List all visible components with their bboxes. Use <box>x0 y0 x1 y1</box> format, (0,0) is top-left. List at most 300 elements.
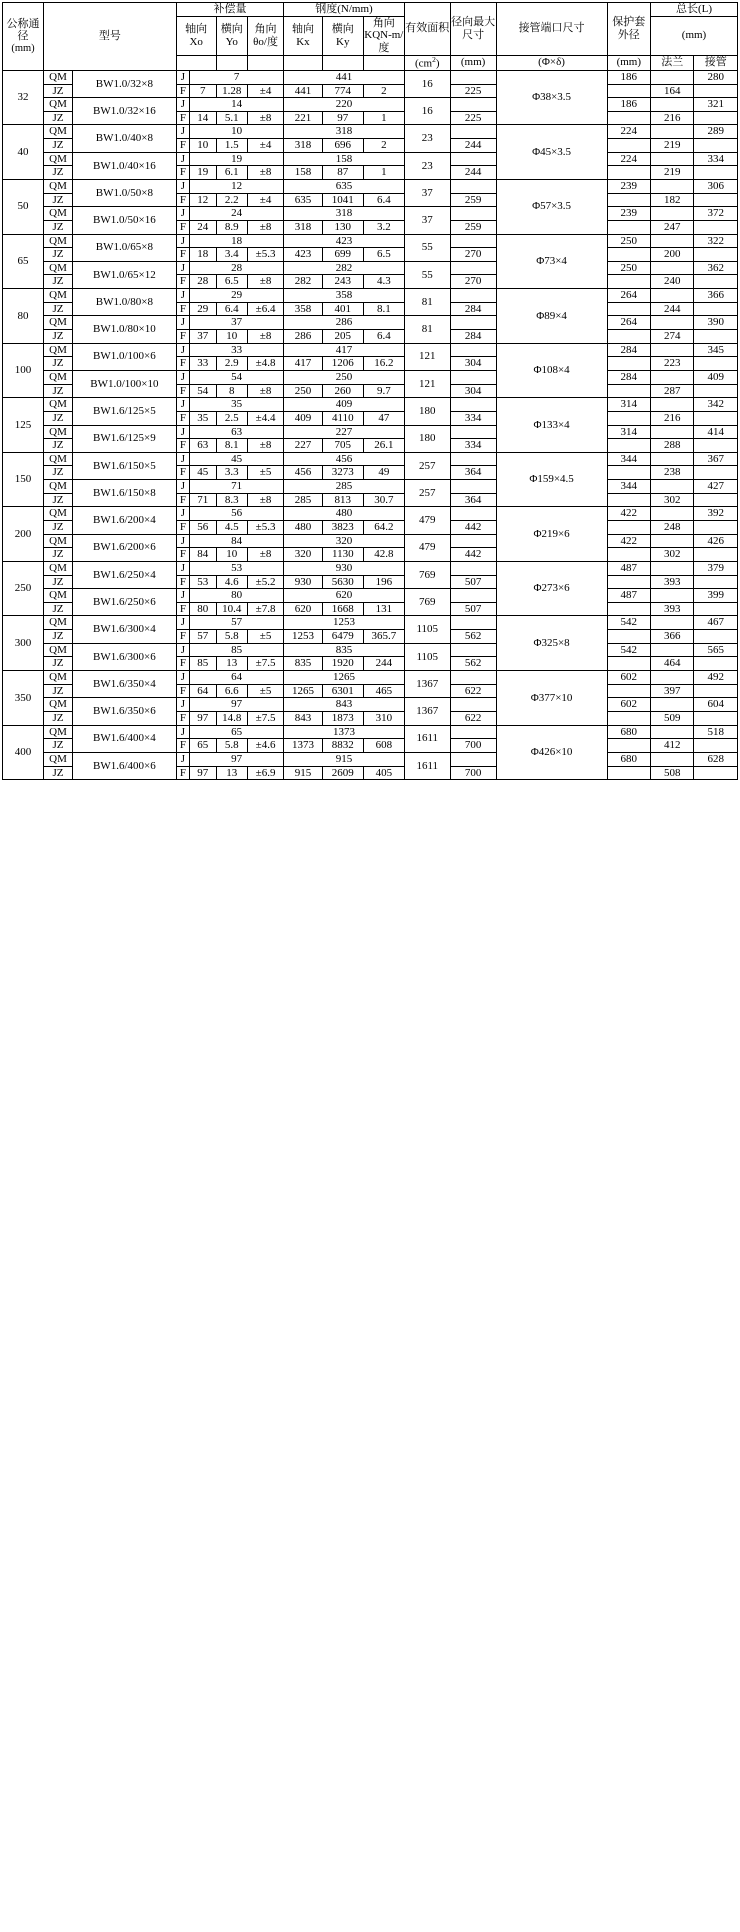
maxdia-cell: 622 <box>450 684 496 698</box>
variant-qm: QM <box>44 452 73 466</box>
pipe-cell: 334 <box>694 152 738 166</box>
pipe-blank <box>694 766 738 780</box>
row-marker-j: J <box>176 589 189 603</box>
row-marker-j: J <box>176 125 189 139</box>
model-cell: BW1.6/150×5 <box>72 452 176 479</box>
header-maxdia <box>450 3 496 56</box>
sleeve-blank <box>607 84 650 98</box>
header-sleeve-label: 保护套外径 <box>612 16 646 41</box>
variant-qm: QM <box>44 316 73 330</box>
comp-axial-jz: 71 <box>190 493 217 507</box>
maxdia-blank <box>450 125 496 139</box>
variant-jz: JZ <box>44 220 73 234</box>
flange-cell: 287 <box>651 384 694 398</box>
stiff-angular-jz: 49 <box>363 466 404 480</box>
comp-axial-jz: 54 <box>190 384 217 398</box>
row-marker-j: J <box>176 452 189 466</box>
variant-jz: JZ <box>44 466 73 480</box>
dn-cell: 125 <box>3 398 44 453</box>
stiff-lateral-jz: 4110 <box>322 411 363 425</box>
sleeve-blank <box>607 711 650 725</box>
maxdia-blank <box>450 534 496 548</box>
row-marker-j: J <box>176 207 189 221</box>
flange-blank <box>651 589 694 603</box>
comp-lateral-jz: 2.2 <box>216 193 247 207</box>
header-comp-axial-sym: Xo <box>189 35 203 48</box>
header-comp-lateral-sym: Yo <box>225 35 238 48</box>
comp-axial-jz: 80 <box>190 602 217 616</box>
sleeve-cell: 344 <box>607 452 650 466</box>
stiff-angular-jz: 2 <box>363 139 404 153</box>
header-stiff-angular <box>363 16 404 55</box>
stiff-angular-jz: 42.8 <box>363 548 404 562</box>
maxdia-blank <box>450 425 496 439</box>
row-marker-f: F <box>176 357 189 371</box>
comp-angular-jz: ±4.4 <box>247 411 283 425</box>
row-marker-f: F <box>176 521 189 535</box>
header-stiff-lateral-sym: Ky <box>336 35 350 48</box>
variant-jz: JZ <box>44 84 73 98</box>
stiff-angular-jz: 30.7 <box>363 493 404 507</box>
maxdia-cell: 442 <box>450 521 496 535</box>
pipe-cell: 321 <box>694 98 738 112</box>
maxdia-cell: 700 <box>450 766 496 780</box>
pipe-cell: 345 <box>694 343 738 357</box>
row-marker-j: J <box>176 534 189 548</box>
sleeve-cell: 239 <box>607 207 650 221</box>
maxdia-cell: 334 <box>450 439 496 453</box>
flange-blank <box>651 507 694 521</box>
comp-angular-jz: ±8 <box>247 111 283 125</box>
model-cell: BW1.6/300×6 <box>72 643 176 670</box>
flange-cell: 302 <box>651 493 694 507</box>
row-marker-j: J <box>176 70 189 84</box>
stiff-axial-jz: 441 <box>284 84 323 98</box>
maxdia-blank <box>450 179 496 193</box>
pipe-cell: 362 <box>694 261 738 275</box>
row-marker-f: F <box>176 766 189 780</box>
row-marker-j: J <box>176 725 189 739</box>
variant-qm: QM <box>44 671 73 685</box>
row-marker-j: J <box>176 671 189 685</box>
comp-lateral-jz: 6.4 <box>216 302 247 316</box>
variant-jz: JZ <box>44 111 73 125</box>
maxdia-blank <box>450 289 496 303</box>
maxdia-cell: 244 <box>450 166 496 180</box>
maxdia-cell: 507 <box>450 602 496 616</box>
variant-jz: JZ <box>44 302 73 316</box>
comp-axial-qm: 57 <box>190 616 284 630</box>
header-nozzle-label: 接管端口尺寸 <box>518 22 585 35</box>
comp-angular-jz: ±8 <box>247 384 283 398</box>
nozzle-cell: Φ219×6 <box>496 507 607 562</box>
comp-axial-qm: 19 <box>190 152 284 166</box>
comp-angular-jz: ±7.5 <box>247 711 283 725</box>
stiff-lateral-jz: 1041 <box>322 193 363 207</box>
comp-angular-jz: ±8 <box>247 439 283 453</box>
sleeve-blank <box>607 248 650 262</box>
dn-cell: 50 <box>3 179 44 234</box>
maxdia-cell: 304 <box>450 384 496 398</box>
comp-angular-jz: ±5.3 <box>247 521 283 535</box>
comp-angular-jz: ±8 <box>247 220 283 234</box>
nozzle-cell: Φ73×4 <box>496 234 607 289</box>
nozzle-cell: Φ89×4 <box>496 289 607 344</box>
table-row <box>3 534 738 548</box>
stiff-axial-qm: 158 <box>284 152 405 166</box>
header-comp-angular-spacer <box>247 55 283 70</box>
flange-blank <box>651 70 694 84</box>
comp-angular-jz: ±7.5 <box>247 657 283 671</box>
pipe-cell: 628 <box>694 752 738 766</box>
area-cell: 180 <box>404 425 450 452</box>
comp-axial-qm: 18 <box>190 234 284 248</box>
row-marker-j: J <box>176 316 189 330</box>
table-row <box>3 589 738 603</box>
flange-cell: 238 <box>651 466 694 480</box>
variant-jz: JZ <box>44 548 73 562</box>
pipe-blank <box>694 193 738 207</box>
sleeve-blank <box>607 330 650 344</box>
maxdia-blank <box>450 261 496 275</box>
row-marker-j: J <box>176 343 189 357</box>
nozzle-cell: Φ159×4.5 <box>496 452 607 507</box>
stiff-angular-jz: 608 <box>363 739 404 753</box>
comp-angular-jz: ±8 <box>247 493 283 507</box>
header-model: 型号 <box>44 3 177 71</box>
row-marker-j: J <box>176 643 189 657</box>
dn-cell: 350 <box>3 671 44 726</box>
comp-angular-jz: ±6.9 <box>247 766 283 780</box>
flange-cell: 244 <box>651 302 694 316</box>
row-marker-f: F <box>176 739 189 753</box>
flange-cell: 200 <box>651 248 694 262</box>
comp-axial-jz: 63 <box>190 439 217 453</box>
pipe-cell: 366 <box>694 289 738 303</box>
maxdia-cell: 270 <box>450 275 496 289</box>
table-row <box>3 643 738 657</box>
dn-cell: 250 <box>3 561 44 616</box>
nozzle-cell: Φ273×6 <box>496 561 607 616</box>
flange-blank <box>651 261 694 275</box>
variant-qm: QM <box>44 289 73 303</box>
comp-axial-qm: 45 <box>190 452 284 466</box>
header-stiff-lateral <box>322 16 363 55</box>
maxdia-blank <box>450 480 496 494</box>
variant-jz: JZ <box>44 575 73 589</box>
stiff-lateral-jz: 6479 <box>322 630 363 644</box>
table-row <box>3 98 738 112</box>
nozzle-cell: Φ57×3.5 <box>496 179 607 234</box>
area-cell: 23 <box>404 125 450 152</box>
maxdia-cell: 622 <box>450 711 496 725</box>
sleeve-cell: 422 <box>607 507 650 521</box>
sleeve-blank <box>607 220 650 234</box>
area-cell: 81 <box>404 316 450 343</box>
stiff-lateral-jz: 130 <box>322 220 363 234</box>
stiff-axial-qm: 318 <box>284 125 405 139</box>
comp-axial-qm: 37 <box>190 316 284 330</box>
pipe-cell: 399 <box>694 589 738 603</box>
comp-axial-qm: 10 <box>190 125 284 139</box>
dn-cell: 150 <box>3 452 44 507</box>
stiff-axial-qm: 843 <box>284 698 405 712</box>
table-row <box>3 234 738 248</box>
model-cell: BW1.0/32×16 <box>72 98 176 125</box>
maxdia-cell: 284 <box>450 302 496 316</box>
row-marker-f: F <box>176 575 189 589</box>
pipe-blank <box>694 411 738 425</box>
stiff-axial-qm: 635 <box>284 179 405 193</box>
stiff-angular-jz: 1 <box>363 111 404 125</box>
header-maxdia-unit: (mm) <box>450 55 496 70</box>
comp-lateral-jz: 5.8 <box>216 630 247 644</box>
model-cell: BW1.6/300×4 <box>72 616 176 643</box>
row-marker-f: F <box>176 602 189 616</box>
row-marker-f: F <box>176 193 189 207</box>
flange-cell: 223 <box>651 357 694 371</box>
stiff-axial-qm: 320 <box>284 534 405 548</box>
model-cell: BW1.6/400×6 <box>72 752 176 779</box>
header-comp-axial-spacer <box>176 55 216 70</box>
variant-qm: QM <box>44 616 73 630</box>
row-marker-f: F <box>176 711 189 725</box>
comp-axial-jz: 14 <box>190 111 217 125</box>
stiff-axial-qm: 250 <box>284 370 405 384</box>
table-body <box>3 70 738 779</box>
pipe-blank <box>694 248 738 262</box>
comp-axial-jz: 97 <box>190 766 217 780</box>
row-marker-j: J <box>176 98 189 112</box>
maxdia-blank <box>450 98 496 112</box>
sleeve-cell: 314 <box>607 425 650 439</box>
stiff-axial-jz: 635 <box>284 193 323 207</box>
header-comp-lateral <box>216 16 247 55</box>
flange-blank <box>651 725 694 739</box>
nozzle-cell: Φ325×8 <box>496 616 607 671</box>
comp-axial-qm: 29 <box>190 289 284 303</box>
pipe-blank <box>694 84 738 98</box>
sleeve-blank <box>607 193 650 207</box>
pipe-cell: 342 <box>694 398 738 412</box>
variant-qm: QM <box>44 425 73 439</box>
row-marker-f: F <box>176 466 189 480</box>
row-marker-j: J <box>176 561 189 575</box>
row-marker-f: F <box>176 166 189 180</box>
table-row <box>3 561 738 575</box>
flange-cell: 216 <box>651 111 694 125</box>
area-cell: 1367 <box>404 671 450 698</box>
row-marker-f: F <box>176 139 189 153</box>
sleeve-blank <box>607 139 650 153</box>
comp-axial-qm: 28 <box>190 261 284 275</box>
stiff-axial-jz: 285 <box>284 493 323 507</box>
flange-blank <box>651 480 694 494</box>
table-row <box>3 125 738 139</box>
stiff-axial-jz: 1373 <box>284 739 323 753</box>
sleeve-cell: 186 <box>607 98 650 112</box>
maxdia-blank <box>450 316 496 330</box>
header-area <box>404 3 450 56</box>
maxdia-blank <box>450 725 496 739</box>
stiff-lateral-jz: 1130 <box>322 548 363 562</box>
variant-jz: JZ <box>44 684 73 698</box>
stiff-angular-jz: 6.4 <box>363 193 404 207</box>
table-row <box>3 398 738 412</box>
variant-qm: QM <box>44 752 73 766</box>
variant-qm: QM <box>44 234 73 248</box>
stiff-axial-jz: 358 <box>284 302 323 316</box>
variant-qm: QM <box>44 561 73 575</box>
table-row <box>3 343 738 357</box>
flange-cell: 509 <box>651 711 694 725</box>
model-cell: BW1.0/65×8 <box>72 234 176 261</box>
variant-jz: JZ <box>44 384 73 398</box>
header-comp-lateral-spacer <box>216 55 247 70</box>
comp-lateral-jz: 10 <box>216 548 247 562</box>
stiff-axial-jz: 843 <box>284 711 323 725</box>
pipe-blank <box>694 139 738 153</box>
model-cell: BW1.6/125×5 <box>72 398 176 425</box>
stiff-axial-qm: 282 <box>284 261 405 275</box>
pipe-blank <box>694 684 738 698</box>
sleeve-cell: 224 <box>607 152 650 166</box>
sleeve-blank <box>607 166 650 180</box>
sleeve-blank <box>607 439 650 453</box>
row-marker-j: J <box>176 179 189 193</box>
comp-lateral-jz: 6.5 <box>216 275 247 289</box>
stiff-axial-jz: 158 <box>284 166 323 180</box>
pipe-cell: 414 <box>694 425 738 439</box>
header-stiff-angular-sym: KQN-m/度 <box>364 29 404 54</box>
stiff-lateral-jz: 813 <box>322 493 363 507</box>
sleeve-cell: 542 <box>607 616 650 630</box>
stiff-lateral-jz: 3823 <box>322 521 363 535</box>
variant-qm: QM <box>44 125 73 139</box>
stiff-lateral-jz: 205 <box>322 330 363 344</box>
stiff-axial-qm: 417 <box>284 343 405 357</box>
maxdia-blank <box>450 643 496 657</box>
pipe-cell: 392 <box>694 507 738 521</box>
variant-jz: JZ <box>44 357 73 371</box>
model-cell: BW1.0/50×8 <box>72 179 176 206</box>
comp-angular-jz: ±5.2 <box>247 575 283 589</box>
comp-lateral-jz: 8.1 <box>216 439 247 453</box>
model-cell: BW1.6/250×4 <box>72 561 176 588</box>
area-cell: 1367 <box>404 698 450 725</box>
flange-blank <box>651 398 694 412</box>
pipe-blank <box>694 466 738 480</box>
pipe-cell: 367 <box>694 452 738 466</box>
flange-cell: 219 <box>651 166 694 180</box>
maxdia-cell: 334 <box>450 411 496 425</box>
stiff-axial-jz: 835 <box>284 657 323 671</box>
sleeve-blank <box>607 684 650 698</box>
sleeve-blank <box>607 766 650 780</box>
pipe-blank <box>694 711 738 725</box>
table-row <box>3 261 738 275</box>
sleeve-blank <box>607 411 650 425</box>
flange-blank <box>651 752 694 766</box>
row-marker-f: F <box>176 302 189 316</box>
flange-blank <box>651 207 694 221</box>
comp-axial-qm: 97 <box>190 752 284 766</box>
stiff-angular-jz: 310 <box>363 711 404 725</box>
flange-blank <box>651 289 694 303</box>
sleeve-cell: 602 <box>607 698 650 712</box>
model-cell: BW1.0/40×8 <box>72 125 176 152</box>
maxdia-cell: 364 <box>450 466 496 480</box>
model-cell: BW1.6/200×4 <box>72 507 176 534</box>
flange-blank <box>651 234 694 248</box>
header-dn-unit: (mm) <box>11 43 35 55</box>
maxdia-cell: 364 <box>450 493 496 507</box>
header-stiffness: 钢度(N/mm) <box>284 3 405 17</box>
variant-qm: QM <box>44 370 73 384</box>
sleeve-blank <box>607 111 650 125</box>
stiff-lateral-jz: 699 <box>322 248 363 262</box>
stiff-angular-jz: 16.2 <box>363 357 404 371</box>
stiff-axial-jz: 282 <box>284 275 323 289</box>
flange-blank <box>651 343 694 357</box>
comp-lateral-jz: 6.1 <box>216 166 247 180</box>
flange-cell: 164 <box>651 84 694 98</box>
stiff-lateral-jz: 8832 <box>322 739 363 753</box>
variant-jz: JZ <box>44 766 73 780</box>
area-cell: 1611 <box>404 752 450 779</box>
stiff-angular-jz: 3.2 <box>363 220 404 234</box>
variant-qm: QM <box>44 98 73 112</box>
row-marker-j: J <box>176 480 189 494</box>
sleeve-blank <box>607 384 650 398</box>
variant-jz: JZ <box>44 739 73 753</box>
sleeve-cell: 186 <box>607 70 650 84</box>
row-marker-j: J <box>176 698 189 712</box>
nozzle-cell: Φ108×4 <box>496 343 607 398</box>
stiff-lateral-jz: 1668 <box>322 602 363 616</box>
pipe-blank <box>694 521 738 535</box>
stiff-axial-qm: 227 <box>284 425 405 439</box>
comp-lateral-jz: 6.6 <box>216 684 247 698</box>
comp-angular-jz: ±4 <box>247 193 283 207</box>
area-cell: 121 <box>404 370 450 397</box>
stiff-lateral-jz: 5630 <box>322 575 363 589</box>
variant-jz: JZ <box>44 521 73 535</box>
variant-jz: JZ <box>44 411 73 425</box>
header-sleeve-unit: (mm) <box>607 55 650 70</box>
sleeve-blank <box>607 575 650 589</box>
variant-qm: QM <box>44 398 73 412</box>
stiff-axial-jz: 1253 <box>284 630 323 644</box>
variant-jz: JZ <box>44 657 73 671</box>
maxdia-cell: 700 <box>450 739 496 753</box>
maxdia-blank <box>450 507 496 521</box>
stiff-axial-qm: 409 <box>284 398 405 412</box>
pipe-blank <box>694 602 738 616</box>
stiff-axial-qm: 620 <box>284 589 405 603</box>
comp-axial-jz: 12 <box>190 193 217 207</box>
area-cell: 55 <box>404 234 450 261</box>
header-length: 总长(L) <box>651 3 738 17</box>
area-cell: 257 <box>404 480 450 507</box>
header-comp-angular-label: 角向 <box>254 22 277 35</box>
stiff-angular-jz: 9.7 <box>363 384 404 398</box>
maxdia-cell: 562 <box>450 630 496 644</box>
comp-lateral-jz: 8.9 <box>216 220 247 234</box>
model-cell: BW1.6/350×4 <box>72 671 176 698</box>
comp-axial-qm: 85 <box>190 643 284 657</box>
comp-axial-qm: 63 <box>190 425 284 439</box>
